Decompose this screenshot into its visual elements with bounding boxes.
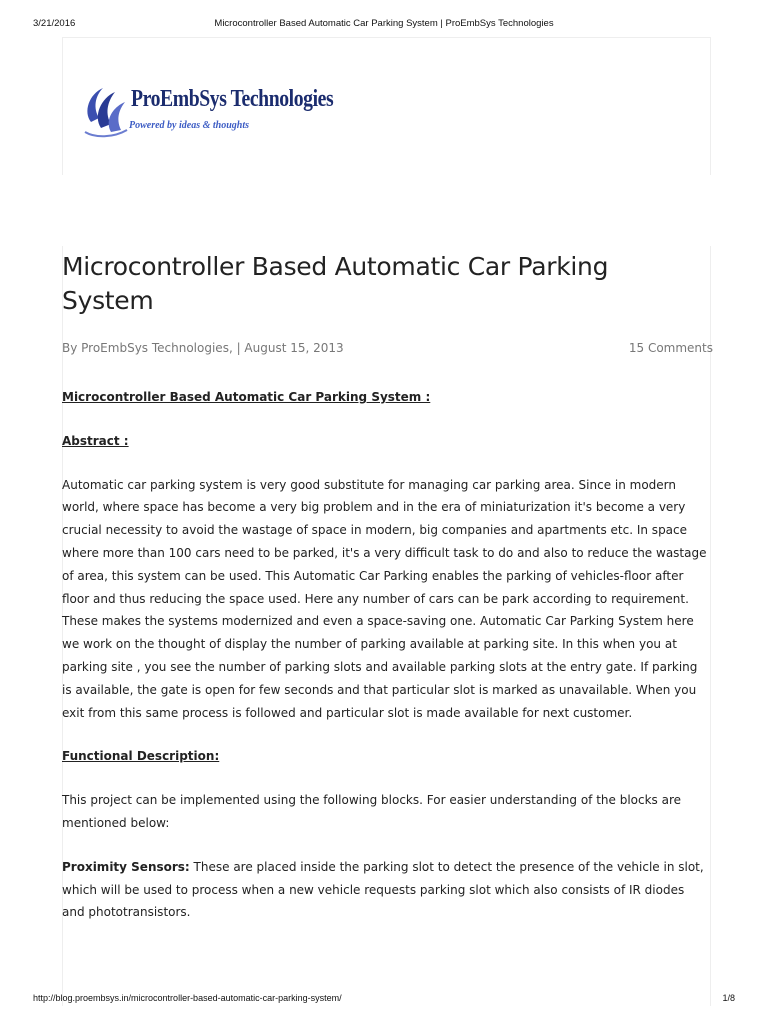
print-url: http://blog.proembsys.in/microcontroller-based-automatic-car-parking-system/ — [33, 993, 342, 1003]
proximity-sensors-text: These are placed inside the parking slot to detect the presence of the vehicle in slot, which will be used to process when a new vehicle requests parking slot which also consists of IR diodes and phototransistors. — [62, 859, 704, 920]
print-page-title: Microcontroller Based Automatic Car Parking System | ProEmbSys Technologies — [214, 18, 554, 29]
site-logo[interactable] — [81, 78, 334, 148]
section-heading-functional: Functional Description: — [62, 749, 220, 764]
section-heading-abstract: Abstract : — [62, 433, 129, 448]
print-date: 3/21/2016 — [33, 18, 76, 29]
proximity-sensors-paragraph — [62, 856, 710, 924]
swirl-logo-icon — [81, 82, 131, 138]
proximity-sensors-label: Proximity Sensors: — [62, 859, 190, 874]
functional-intro-paragraph: This project can be implemented using the following blocks. For easier understanding of the blocks are mentioned below: — [62, 793, 682, 830]
article-title: Microcontroller Based Automatic Car Parking System — [62, 252, 609, 315]
article-body — [62, 386, 710, 924]
site-header — [62, 37, 711, 175]
logo-brand-text: ProEmbSys Technologies — [131, 86, 334, 112]
article-byline — [62, 341, 713, 355]
byline-text: By ProEmbSys Technologies, | August 15, 2013 — [62, 341, 344, 355]
section-heading-main: Microcontroller Based Automatic Car Parking System : — [62, 390, 431, 404]
print-page-number: 1/8 — [722, 993, 735, 1003]
logo-tagline: Powered by ideas & thoughts — [129, 120, 250, 131]
comments-link[interactable]: 15 Comments — [628, 341, 713, 355]
abstract-paragraph: Automatic car parking system is very good substitute for managing car parking area. Since in modern world, where space has become a very big problem and in the era of miniaturization it's become a very crucial necessity to avoid the wastage of space in modern, big companies and apartments etc. In space where more than 100 cars need to be parked, it's a very difficult task to do and also to reduce the wastage of area, this system can be used. This Automatic Car Parking enables the parking of vehicles-floor after floor and thus reducing the space used. Here any number of cars can be park according to requirement. These makes the systems modernized and even a space-saving one. Automatic Car Parking System here we work on the thought of display the number of parking available at parking site. In this when you at parking site , you see the number of parking slots and available parking slots at the entry gate. If parking is available, the gate is open for few seconds and that particular slot is marked as unavailable. When you exit from this same process is followed and particular slot is made available for next customer. — [62, 477, 707, 720]
